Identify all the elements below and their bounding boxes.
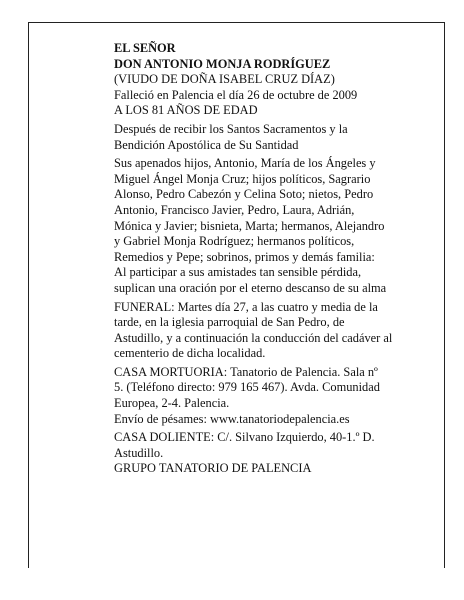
deceased-name: DON ANTONIO MONJA RODRÍGUEZ xyxy=(114,56,331,71)
funeral-block xyxy=(114,300,449,362)
age-line: A LOS 81 AÑOS DE EDAD xyxy=(114,103,258,118)
request-block xyxy=(114,265,449,296)
family-line: Antonio, Francisco Javier, Pedro, Laura, Adrián, xyxy=(114,202,355,217)
sacraments-block xyxy=(114,122,449,153)
funeral-line: tarde, en la iglesia parroquial de San Pedro, de xyxy=(114,315,345,330)
family-line: y Gabriel Monja Rodríguez; hermanos políticos, xyxy=(114,234,355,249)
mortuary-block xyxy=(114,365,449,412)
mortuary-line: CASA MORTUORIA: Tanatorio de Palencia. Sala nº xyxy=(114,364,378,379)
death-date-line: Falleció en Palencia el día 26 de octubre de 2009 xyxy=(114,87,358,102)
family-line: Miguel Ángel Monja Cruz; hijos políticos, Sagrario xyxy=(114,171,371,186)
funeral-group-name: GRUPO TANATORIO DE PALENCIA xyxy=(114,461,312,476)
notice-title: EL SEÑOR xyxy=(114,41,176,55)
request-line: Al participar a sus amistades tan sensible pérdida, xyxy=(114,265,362,280)
sacraments-line: Después de recibir los Santos Sacramentos y la xyxy=(114,121,348,136)
obituary-notice-frame xyxy=(28,22,445,568)
request-line: suplican una oración por el eterno descanso de su alma xyxy=(114,280,387,295)
family-line: Mónica y Javier; bisnieta, Marta; hermanos, Alejandro xyxy=(114,218,385,233)
mortuary-line: Europea, 2-4. Palencia. xyxy=(114,396,230,411)
funeral-line: cementerio de dicha localidad. xyxy=(114,346,266,361)
grieving-house-line: Astudillo. xyxy=(114,445,164,460)
grieving-house-block xyxy=(114,430,449,461)
family-block xyxy=(114,156,449,265)
funeral-line: Astudillo, y a continuación la conducción del cadáver al xyxy=(114,330,393,345)
family-line: Sus apenados hijos, Antonio, María de los Ángeles y xyxy=(114,156,376,171)
mortuary-line: 5. (Teléfono directo: 979 165 467). Avda. Comunidad xyxy=(114,380,380,395)
obituary-notice-content xyxy=(114,41,449,477)
sacraments-line: Bendición Apostólica de Su Santidad xyxy=(114,137,299,152)
condolences-line: Envío de pésames: www.tanatoriodepalencia.es xyxy=(114,411,350,426)
widower-line: (VIUDO DE DOÑA ISABEL CRUZ DÍAZ) xyxy=(114,72,335,87)
grieving-house-line: CASA DOLIENTE: C/. Silvano Izquierdo, 40-1.º D. xyxy=(114,430,375,445)
family-line: Remedios y Pepe; sobrinos, primos y demás familia: xyxy=(114,249,375,264)
family-line: Alonso, Pedro Cabezón y Celina Soto; nietos, Pedro xyxy=(114,187,374,202)
funeral-line: FUNERAL: Martes día 27, a las cuatro y media de la xyxy=(114,299,378,314)
